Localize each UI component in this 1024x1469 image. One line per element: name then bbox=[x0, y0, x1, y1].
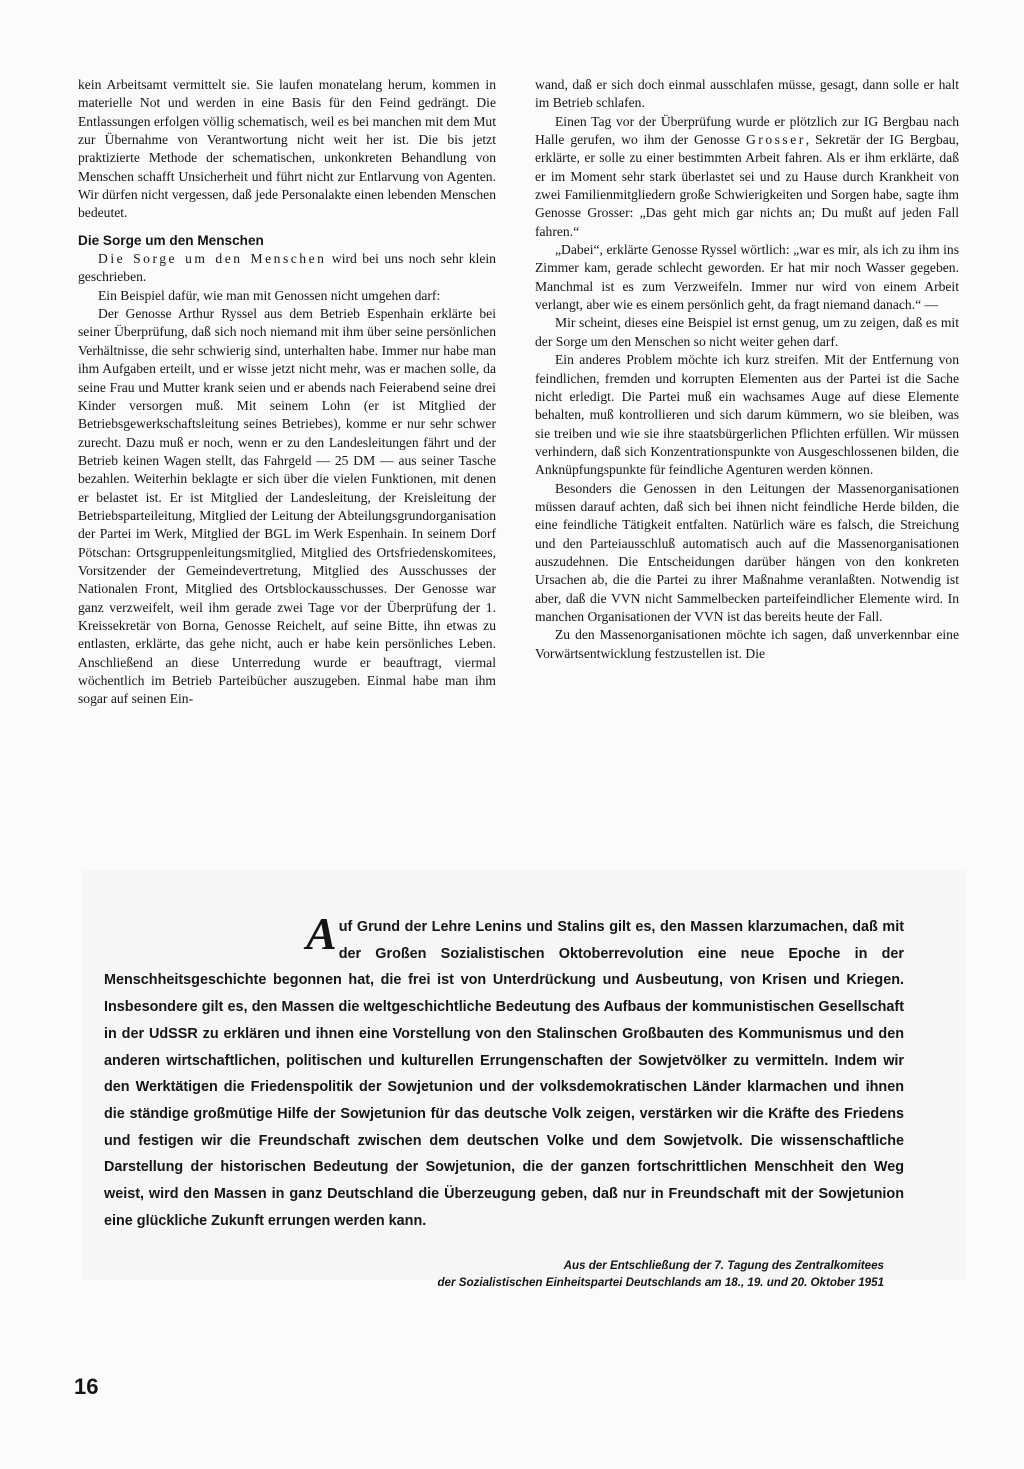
paragraph bbox=[535, 113, 959, 241]
paragraph: Besonders die Genossen in den Leitungen der Massenorganisationen müssen darauf achten, daß sich bei ihnen nicht feindliche Herde bilden, die eine feindliche Tätigkeit entfalten. Natürlich wäre es falsch, die Streichung und den Parteiausschluß automatisch auch auf die Massenorganisationen auszudehnen. Die Entscheidungen darüber hängen von den konkreten Ursachen ab, die die Partei zu ihrer Maßnahme veranlaßten. Notwendig ist aber, daß die VVN nicht Sammelbecken parteifeindlicher Elemente wird. In manchen Organisationen der VVN ist das bereits heute der Fall. bbox=[535, 480, 959, 624]
paragraph-text: , Sekretär der IG Bergbau, erklärte, er solle zu einer bestimmten Arbeit fahren. Als er ihm erklärte, daß er im Moment sehr stark überlastet sei und zu Hause durch Krankheit von zwei Familienmitgliedern große Schwierigkeiten und Sorgen habe, sagte ihm Genosse Grosser: „Das geht mich gar nichts an; Du mußt auf jeden Fall fahren.“ bbox=[535, 132, 960, 239]
spaced-phrase: Die Sorge um den Menschen bbox=[98, 251, 327, 267]
paragraph-text: Einen Tag vor der Überprüfung wurde er plötzlich zur IG Bergbau nach Halle gerufen, wo ihm der Genosse bbox=[535, 113, 959, 148]
page-number: 16 bbox=[74, 1374, 99, 1399]
source-line: Aus der Entschließung der 7. Tagung des Zentralkomitees bbox=[563, 1259, 884, 1272]
drop-cap: A bbox=[306, 908, 337, 959]
paragraph bbox=[78, 250, 496, 287]
paragraph: kein Arbeitsamt vermittelt sie. Sie laufen monatelang herum, kommen in materielle Not und werden in eine Basis für den Feind gedrängt. Die Entlassungen erfolgen völlig schematisch, weil es bei manchen mit dem Mut zur Übernahme von Verantwortung nicht weit her ist. Die bis jetzt praktizierte Methode der schematischen, unkonkreten Behandlung von Menschen schafft Unsicherheit und führt nicht zur Entlarvung von Agenten. Wir dürfen nicht vergessen, daß jede Personalakte einen lebenden Menschen bedeutet. bbox=[78, 77, 496, 221]
paragraph-text: wird bei uns noch sehr klein geschrieben. bbox=[78, 251, 496, 285]
quote-source bbox=[404, 1257, 884, 1291]
paragraph: Mir scheint, dieses eine Beispiel ist ernst genug, um zu zeigen, daß es mit der Sorge um den Menschen so nicht weiter gehen darf. bbox=[535, 315, 959, 349]
spaced-name: Grosser bbox=[745, 132, 806, 148]
paragraph: Der Genosse Arthur Ryssel aus dem Betrieb Espenhain erklärte bei seiner Überprüfung, daß sich noch niemand mit ihm über seine persönlichen Verhältnisse, die sehr schwierig sind, unterhalten habe. Immer nur habe man ihm Aufgaben erteilt, und er wisse jetzt nicht mehr, was er machen solle, da seine Frau und Mutter krank seien und er abends nach Feierabend seine drei Kinder versorgen muß. Mit seinem Lohn (er ist Mitglied der Betriebsgewerkschaftsleitung seines Betriebes), komme er nur sehr schwer zurecht. Dazu muß er noch, wenn er zu den Landesleitungen fährt und der Betrieb keinen Wagen stellt, das Fahrgeld — 25 DM — aus seiner Tasche bezahlen. Weiterhin beklagte er sich über die vielen Funktionen, mit denen er belastet ist. Er ist Mitglied der Landesleitung, der Kreisleitung der Betriebsparteileitung, Mitglied der Leitung der Abteilungsgrundorganisation der Partei im Werk, Mitglied der BGL im Werk Espenhain. In seinem Dorf Pötschan: Ortsgruppenleitungsmitglied, Mitglied des Ortsfriedenskomitees, Vorsitzender der Gemeindevertretung, Mitglied des Ausschusses der Nationalen Front, Mitglied des Ortsblockausschusses. Der Genosse war ganz verzweifelt, weil ihm gerade zwei Tage vor der Überprüfung der 1. Kreissekretär von Borna, Genosse Reichelt, auf seine Bitte, ihn etwas zu entlasten, erklärte, das gehe nicht, auch er habe kein persönliches Leben. Anschließend an diese Unterredung wurde er beauftragt, viermal wöchentlich im Betrieb Parteibücher auszugeben. Einmal habe man ihm sogar auf seinen Ein- bbox=[78, 306, 496, 707]
quote-text bbox=[104, 908, 904, 1234]
paragraph: Ein anderes Problem möchte ich kurz streifen. Mit der Entfernung von feindlichen, fremden und korrupten Elementen aus der Partei ist die Sache nicht erledigt. Die Partei muß ein wachsames Auge auf diese Elemente behalten, muß kontrollieren und sich darum kümmern, wo sie bleiben, was sie treiben und wie sie ihre staatsbürgerlichen Pflichten erfüllen. Wir müssen verhindern, daß sich Konzentrationspunkte von Ausgeschlossenen bilden, die Anknüpfungspunkte für feindliche Agenturen werden können. bbox=[535, 352, 959, 478]
paragraph: wand, daß er sich doch einmal ausschlafen müsse, gesagt, dann solle er halt im Betrieb schlafen. bbox=[535, 77, 959, 111]
paragraph: „Dabei“, erklärte Genosse Ryssel wörtlich: „war es mir, als ich zu ihm ins Zimmer kam, gerade schlecht geworden. Er hat mir noch Wasser gegeben. Manchmal ist es zum Verzweifeln. Immer nur wird von einem Arbeit verlangt, aber wie es einem persönlich geht, da fragt niemand danach.“ — bbox=[535, 242, 959, 313]
section-heading: Die Sorge um den Menschen bbox=[78, 232, 264, 248]
paragraph: Ein Beispiel dafür, wie man mit Genossen nicht umgehen darf: bbox=[98, 287, 441, 303]
paragraph: Zu den Massenorganisationen möchte ich sagen, daß unverkennbar eine Vorwärtsentwicklung festzustellen ist. Die bbox=[535, 627, 959, 661]
left-column bbox=[78, 76, 496, 709]
source-line: der Sozialistischen Einheitspartei Deutschlands am 18., 19. und 20. Oktober 1951 bbox=[437, 1276, 884, 1289]
quote-body: uf Grund der Lehre Lenins und Stalins gilt es, den Massen klarzumachen, daß mit der Großen Sozialistischen Oktoberrevolution eine neue Epoche in der Menschheitsgeschichte begonnen hat, die frei ist von Unterdrückung und Ausbeutung, von Krisen und Kriegen. Insbesondere gilt es, den Massen die weltgeschichtliche Bedeutung des Aufbaus der kommunistischen Gesellschaft in der UdSSR zu erklären und ihnen eine Vorstellung von den Stalinschen Großbauten des Kommunismus und den anderen wirtschaftlichen, politischen und kulturellen Errungenschaften der Sowjetvölker zu vermitteln. Indem wir den Werktätigen die Friedenspolitik der Sowjetunion und der volksdemokratischen Länder klarmachen und ihnen die ständige großmütige Hilfe der Sowjetunion für das deutsche Volk zeigen, verstärken wir die Kräfte des Friedens und festigen wir die Freundschaft zwischen dem deutschen Volke und dem Sowjetvolk. Die wissenschaftliche Darstellung der historischen Bedeutung der Sowjetunion, die der ganzen fortschrittlichen Menschheit den Weg weist, wird den Massen in ganz Deutschland die Überzeugung geben, daß nur in Freundschaft mit der Sowjetunion eine glückliche Zukunft errungen werden kann. bbox=[104, 919, 904, 1229]
right-column bbox=[535, 76, 959, 663]
